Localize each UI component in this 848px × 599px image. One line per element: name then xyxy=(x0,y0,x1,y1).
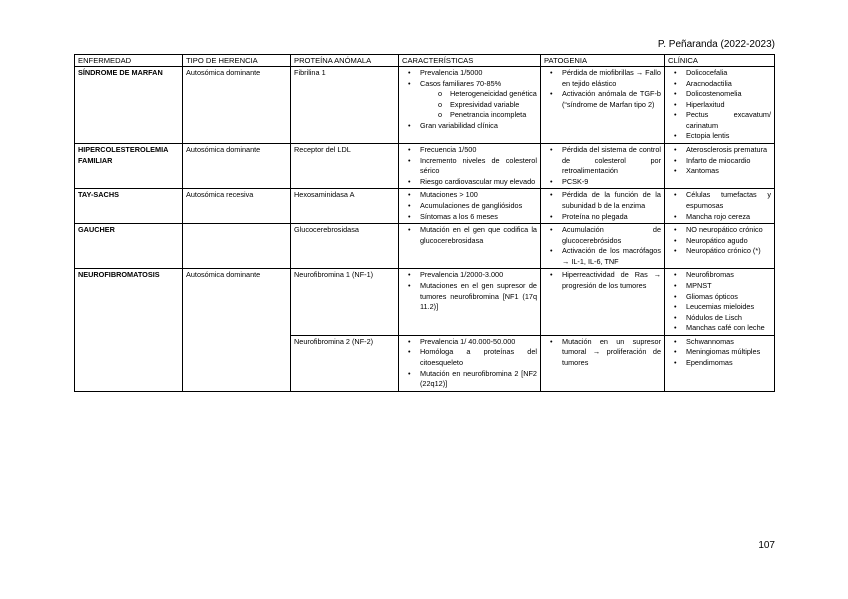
list-item: • Prevalencia 1/5000 xyxy=(420,68,537,79)
table-row-hipercolesterolemia xyxy=(75,144,775,189)
protein-cell: Neurofibromina 1 (NF-1) xyxy=(291,269,399,335)
protein-cell: Neurofibromina 2 (NF-2) xyxy=(291,335,399,391)
inheritance-cell: Autosómica recesiva xyxy=(183,189,291,224)
list-item: • Prevalencia 1/ 40.000-50.000 xyxy=(420,337,537,348)
list-item: • Neurofibromas xyxy=(686,270,771,281)
clinical-cell xyxy=(665,189,775,224)
list-item: • Leucemias mieloides xyxy=(686,302,771,313)
list-item: • Pérdida de miofibrillas → Fallo en tejido elástico xyxy=(562,68,661,89)
characteristics-cell xyxy=(399,269,541,335)
list-item: • Incremento niveles de colesterol sérico xyxy=(420,156,537,177)
protein-cell: Hexosaminidasa A xyxy=(291,189,399,224)
list-item: • Dolicocefalia xyxy=(686,68,771,79)
list-item: • Riesgo cardiovascular muy elevado xyxy=(420,177,537,188)
genetic-diseases-table xyxy=(74,54,775,392)
list-item: • Schwannomas xyxy=(686,337,771,348)
list-item: • Células tumefactas y espumosas xyxy=(686,190,771,211)
header-enfermedad: ENFERMEDAD xyxy=(75,55,183,67)
header-caracteristicas: CARACTERÍSTICAS xyxy=(399,55,541,67)
list-item: • Aterosclerosis prematura xyxy=(686,145,771,156)
page-number: 107 xyxy=(758,540,775,551)
list-item xyxy=(420,79,537,121)
list-item: • Meningiomas múltiples xyxy=(686,347,771,358)
sub-list-item: o Expresividad variable xyxy=(450,100,537,111)
list-item: • Pérdida del sistema de control de colesterol por retroalimentación xyxy=(562,145,661,177)
list-item: • Acumulaciones de gangliósidos xyxy=(420,201,537,212)
list-item: • Mutaciones en el gen supresor de tumores neurofibromina [NF1 (17q 11.2)] xyxy=(420,281,537,313)
header-proteina: PROTEÍNA ANÓMALA xyxy=(291,55,399,67)
table-row-gaucher xyxy=(75,224,775,269)
list-item: • Síntomas a los 6 meses xyxy=(420,212,537,223)
pathogenesis-cell xyxy=(541,224,665,269)
list-item: • Gran variabilidad clínica xyxy=(420,121,537,132)
list-item: • Activación anómala de TGF-b (“síndrome de Marfan tipo 2) xyxy=(562,89,661,110)
clinical-cell xyxy=(665,67,775,144)
list-item: • Infarto de miocardio xyxy=(686,156,771,167)
list-item: • Neuropático agudo xyxy=(686,236,771,247)
protein-cell: Glucocerebrosidasa xyxy=(291,224,399,269)
pathogenesis-cell xyxy=(541,189,665,224)
disease-cell: SÍNDROME DE MARFAN xyxy=(75,67,183,144)
table-row-neurofibromatosis-nf1 xyxy=(75,269,775,335)
pathogenesis-cell xyxy=(541,67,665,144)
list-item: • Ependimomas xyxy=(686,358,771,369)
inheritance-cell xyxy=(183,224,291,269)
disease-cell: HIPERCOLESTEROLEMIA FAMILIAR xyxy=(75,144,183,189)
protein-cell: Receptor del LDL xyxy=(291,144,399,189)
inheritance-cell: Autosómica dominante xyxy=(183,144,291,189)
pathogenesis-cell xyxy=(541,144,665,189)
list-item: • Mutación en el gen que codifica la glucocerebrosidasa xyxy=(420,225,537,246)
list-item: • Proteína no plegada xyxy=(562,212,661,223)
list-item: • Mutación en neurofibromina 2 [NF2 (22q12)] xyxy=(420,369,537,390)
pathogenesis-cell xyxy=(541,335,665,391)
list-item: • Manchas café con leche xyxy=(686,323,771,334)
list-item: • PCSK-9 xyxy=(562,177,661,188)
table-header-row xyxy=(75,55,775,67)
list-item: • Dolicostenomelia xyxy=(686,89,771,100)
header-tipo-herencia: TIPO DE HERENCIA xyxy=(183,55,291,67)
table-row-marfan xyxy=(75,67,775,144)
list-item: • Homóloga a proteínas del citoesqueleto xyxy=(420,347,537,368)
list-item: • Hiperreactividad de Ras → progresión de los tumores xyxy=(562,270,661,291)
list-item: • Aracnodactilia xyxy=(686,79,771,90)
list-item: • Mancha rojo cereza xyxy=(686,212,771,223)
sub-list-item: o Penetrancia incompleta xyxy=(450,110,537,121)
list-item: • Hiperlaxitud xyxy=(686,100,771,111)
characteristics-cell xyxy=(399,335,541,391)
clinical-cell xyxy=(665,144,775,189)
list-item: • Pérdida de la función de la subunidad b de la enzima xyxy=(562,190,661,211)
inheritance-cell: Autosómica dominante xyxy=(183,67,291,144)
list-item: • Ectopia lentis xyxy=(686,131,771,142)
disease-cell: TAY-SACHS xyxy=(75,189,183,224)
characteristics-cell xyxy=(399,67,541,144)
list-item: • Nódulos de Lisch xyxy=(686,313,771,324)
characteristics-cell xyxy=(399,189,541,224)
list-item: • Xantomas xyxy=(686,166,771,177)
list-item: • Prevalencia 1/2000-3.000 xyxy=(420,270,537,281)
list-item: • Activación de los macrófagos → IL-1, IL-6, TNF xyxy=(562,246,661,267)
list-item: • NO neuropático crónico xyxy=(686,225,771,236)
disease-cell: GAUCHER xyxy=(75,224,183,269)
clinical-cell xyxy=(665,269,775,335)
list-item: • Gliomas ópticos xyxy=(686,292,771,303)
list-item: • Frecuencia 1/500 xyxy=(420,145,537,156)
list-item: • Mutaciones > 100 xyxy=(420,190,537,201)
clinical-cell xyxy=(665,335,775,391)
characteristics-cell xyxy=(399,224,541,269)
header-patogenia: PATOGENIA xyxy=(541,55,665,67)
inheritance-cell: Autosómica dominante xyxy=(183,269,291,391)
list-item-text: Casos familiares 70-85% xyxy=(420,78,502,88)
list-item: • Pectus excavatum/ carinatum xyxy=(686,110,771,131)
pathogenesis-cell xyxy=(541,269,665,335)
list-item: • Neuropático crónico (*) xyxy=(686,246,771,257)
author-label: P. Peñaranda (2022-2023) xyxy=(657,39,775,50)
characteristics-cell xyxy=(399,144,541,189)
list-item: • MPNST xyxy=(686,281,771,292)
clinical-cell xyxy=(665,224,775,269)
list-item: • Acumulación de glucocerebrósidos xyxy=(562,225,661,246)
protein-cell: Fibrilina 1 xyxy=(291,67,399,144)
header-clinica: CLÍNICA xyxy=(665,55,775,67)
disease-cell: NEUROFIBROMATOSIS xyxy=(75,269,183,391)
sub-list-item: o Heterogeneicidad genética xyxy=(450,89,537,100)
list-item: • Mutación en un supresor tumoral → proliferación de tumores xyxy=(562,337,661,369)
table-row-tay-sachs xyxy=(75,189,775,224)
